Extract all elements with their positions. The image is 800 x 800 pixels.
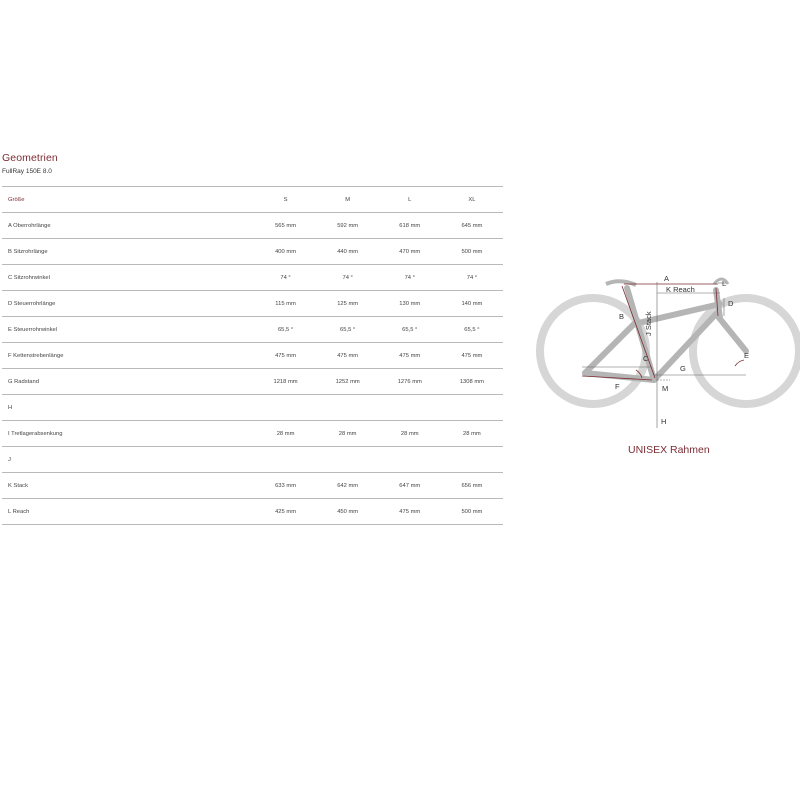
row-value: 475 mm <box>255 343 317 369</box>
row-value: 645 mm <box>441 213 503 239</box>
table-row <box>2 421 503 447</box>
label-c: C <box>643 354 649 363</box>
row-label: B Sitzrohrlänge <box>2 239 255 265</box>
row-value: 642 mm <box>317 473 379 499</box>
row-label: A Oberrohrlänge <box>2 213 255 239</box>
row-label: G Radstand <box>2 369 255 395</box>
row-value: 115 mm <box>255 291 317 317</box>
bike-frame-diagram <box>530 268 800 433</box>
label-h: H <box>661 417 667 426</box>
frame-caption: UNISEX Rahmen <box>628 444 710 456</box>
label-b: B <box>619 312 625 321</box>
row-value: 475 mm <box>379 343 441 369</box>
table-row <box>2 499 503 525</box>
row-label: L Reach <box>2 499 255 525</box>
row-value: 130 mm <box>379 291 441 317</box>
table-row <box>2 265 503 291</box>
row-label: H <box>2 395 255 421</box>
row-value: 500 mm <box>441 499 503 525</box>
row-value: 125 mm <box>317 291 379 317</box>
row-value: 592 mm <box>317 213 379 239</box>
row-value: 400 mm <box>255 239 317 265</box>
label-e: E <box>744 351 750 360</box>
size-column-header: XL <box>441 187 503 213</box>
row-value: 470 mm <box>379 239 441 265</box>
row-value: 450 mm <box>317 499 379 525</box>
label-l: L <box>722 279 727 288</box>
table-row <box>2 213 503 239</box>
size-column-header: L <box>379 187 441 213</box>
row-label: D Steuerrohrlänge <box>2 291 255 317</box>
row-value: 440 mm <box>317 239 379 265</box>
row-value: 74 ° <box>255 265 317 291</box>
row-value: 618 mm <box>379 213 441 239</box>
table-row <box>2 395 503 421</box>
row-value: 1218 mm <box>255 369 317 395</box>
row-value <box>441 447 503 473</box>
table-row <box>2 369 503 395</box>
row-label: J <box>2 447 255 473</box>
rear-wheel <box>540 298 646 404</box>
row-label: K Stack <box>2 473 255 499</box>
size-column-header: S <box>255 187 317 213</box>
row-value: 74 ° <box>317 265 379 291</box>
row-value: 1252 mm <box>317 369 379 395</box>
label-k-reach: K Reach <box>666 285 695 294</box>
row-value: 28 mm <box>317 421 379 447</box>
row-value: 65,5 ° <box>441 317 503 343</box>
row-value: 633 mm <box>255 473 317 499</box>
row-value: 1276 mm <box>379 369 441 395</box>
row-value <box>379 395 441 421</box>
row-value: 647 mm <box>379 473 441 499</box>
row-value: 656 mm <box>441 473 503 499</box>
row-value <box>379 447 441 473</box>
size-header: Größe <box>2 187 255 213</box>
row-value: 28 mm <box>379 421 441 447</box>
table-row <box>2 239 503 265</box>
geometry-title: Geometrien <box>2 152 58 164</box>
model-name: FullRay 150E 8.0 <box>2 168 52 175</box>
row-value: 74 ° <box>379 265 441 291</box>
row-value: 65,5 ° <box>317 317 379 343</box>
row-label: F Kettenstrebenlänge <box>2 343 255 369</box>
saddle <box>606 281 636 285</box>
row-value: 140 mm <box>441 291 503 317</box>
row-label: E Steuerrohrwinkel <box>2 317 255 343</box>
label-m: M <box>662 384 669 393</box>
row-value <box>317 395 379 421</box>
row-value: 65,5 ° <box>379 317 441 343</box>
label-f: F <box>615 382 620 391</box>
label-j-stack: J Stack <box>644 311 653 336</box>
row-value: 475 mm <box>441 343 503 369</box>
label-d: D <box>728 299 734 308</box>
row-value: 28 mm <box>255 421 317 447</box>
table-header-row <box>2 187 503 213</box>
row-value <box>441 395 503 421</box>
geometry-table <box>2 186 503 525</box>
table-row <box>2 447 503 473</box>
row-value <box>317 447 379 473</box>
row-value: 565 mm <box>255 213 317 239</box>
row-value: 425 mm <box>255 499 317 525</box>
size-column-header: M <box>317 187 379 213</box>
row-value: 475 mm <box>317 343 379 369</box>
row-value: 65,5 ° <box>255 317 317 343</box>
table-row <box>2 343 503 369</box>
label-g: G <box>680 364 686 373</box>
row-value: 500 mm <box>441 239 503 265</box>
row-value: 74 ° <box>441 265 503 291</box>
label-a: A <box>664 274 670 283</box>
table-row <box>2 317 503 343</box>
row-value: 1308 mm <box>441 369 503 395</box>
table-row <box>2 473 503 499</box>
row-label: C Sitzrohrwinkel <box>2 265 255 291</box>
table-row <box>2 291 503 317</box>
row-value: 28 mm <box>441 421 503 447</box>
row-value: 475 mm <box>379 499 441 525</box>
row-value <box>255 447 317 473</box>
row-label: I Tretlagerabsenkung <box>2 421 255 447</box>
row-value <box>255 395 317 421</box>
